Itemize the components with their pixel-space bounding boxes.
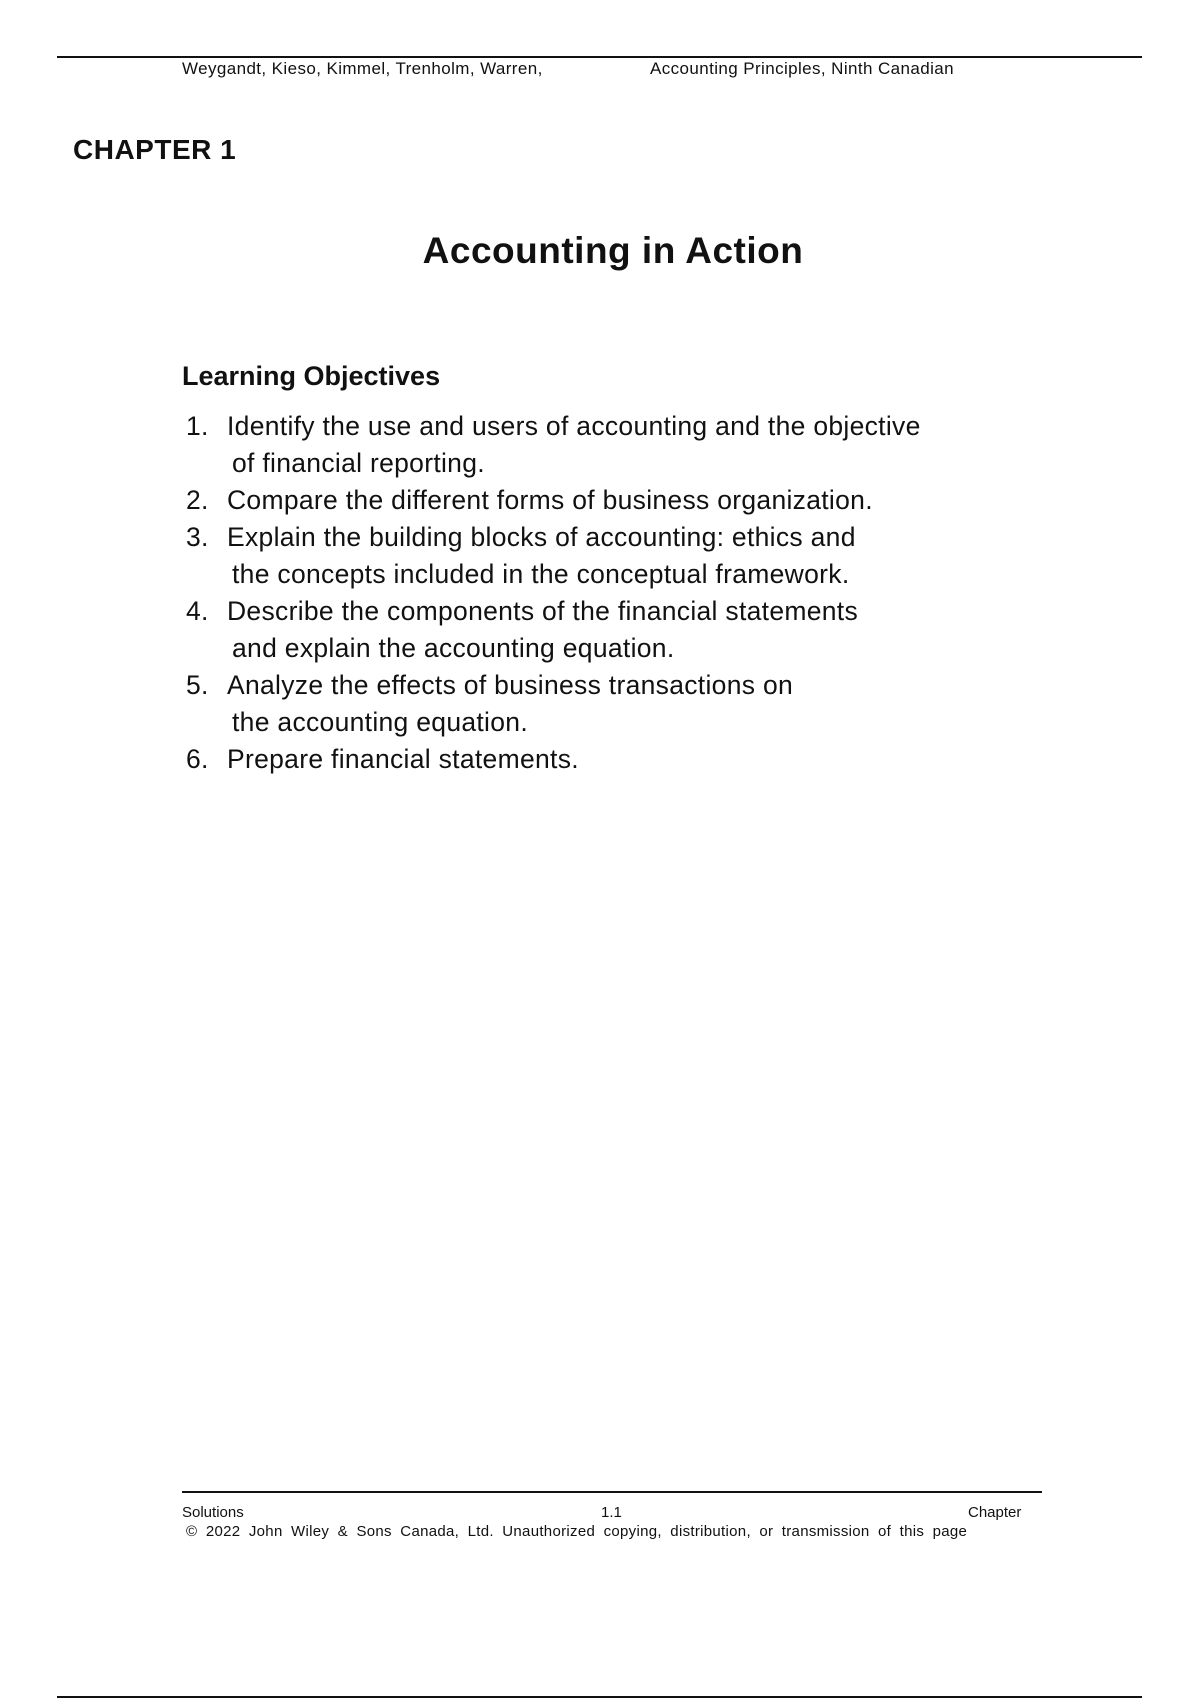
- objective-text: [227, 741, 1002, 778]
- objective-number: 1.: [186, 411, 209, 441]
- learning-objectives-list: [182, 408, 1002, 778]
- objective-text: [227, 593, 1002, 667]
- objective-line: Prepare financial statements.: [227, 744, 579, 774]
- header-rule: [57, 56, 1142, 58]
- objective-item: [182, 408, 1002, 482]
- running-header-authors: Weygandt, Kieso, Kimmel, Trenholm, Warren,: [182, 59, 543, 78]
- footer-chapter-label: Chapter: [968, 1504, 1022, 1521]
- objective-line: Analyze the effects of business transactions on: [227, 670, 794, 700]
- objective-line: and explain the accounting equation.: [232, 633, 675, 663]
- objective-item: [182, 593, 1002, 667]
- footer-copyright-notice: © 2022 John Wiley & Sons Canada, Ltd. Unauthorized copying, distribution, or transmission of this page: [186, 1523, 968, 1540]
- objective-line: the accounting equation.: [232, 707, 528, 737]
- objective-number: 2.: [186, 485, 209, 515]
- objective-item: [182, 482, 1002, 519]
- objective-line: Identify the use and users of accounting and the objective: [227, 411, 921, 441]
- footer-rule: [182, 1491, 1042, 1493]
- objective-number: 3.: [186, 522, 209, 552]
- objective-number: 4.: [186, 596, 209, 626]
- objective-line: the concepts included in the conceptual framework.: [232, 559, 850, 589]
- objective-line: Compare the different forms of business organization.: [227, 485, 873, 515]
- learning-objectives-heading: Learning Objectives: [182, 361, 441, 391]
- objective-text: [227, 408, 1002, 482]
- footer-page-number: 1.1: [601, 1504, 622, 1521]
- chapter-label: CHAPTER 1: [73, 134, 237, 165]
- objective-number: 6.: [186, 744, 209, 774]
- running-header-book-title: Accounting Principles, Ninth Canadian: [650, 59, 954, 78]
- objective-line: of financial reporting.: [232, 448, 485, 478]
- objective-text: [227, 667, 1002, 741]
- objective-line: Describe the components of the financial statements: [227, 596, 859, 626]
- page-bottom-rule: [57, 1696, 1142, 1698]
- footer-solutions-label: Solutions: [182, 1504, 244, 1521]
- chapter-title: Accounting in Action: [422, 230, 804, 271]
- objective-item: [182, 741, 1002, 778]
- objective-text: [227, 482, 1002, 519]
- objective-item: [182, 667, 1002, 741]
- objective-number: 5.: [186, 670, 209, 700]
- objective-item: [182, 519, 1002, 593]
- objective-line: Explain the building blocks of accounting: ethics and: [227, 522, 856, 552]
- objective-text: [227, 519, 1002, 593]
